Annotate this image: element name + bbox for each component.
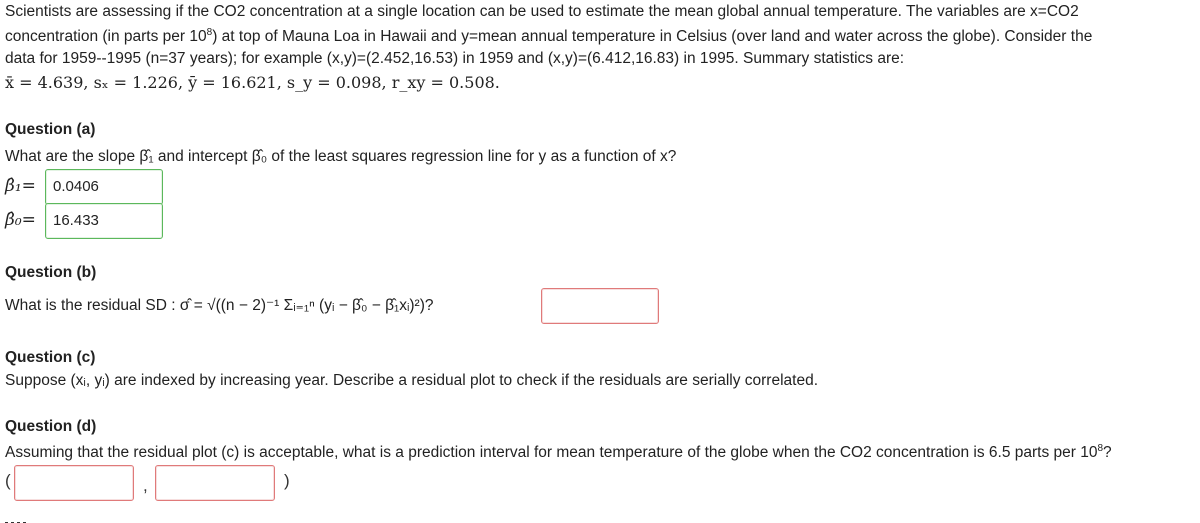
question-c-prompt: Suppose (xᵢ, yᵢ) are indexed by increasing year. Describe a residual plot to check if the residuals are serially correlated. xyxy=(5,372,819,389)
question-d-prompt-sup: 8 xyxy=(1097,443,1104,454)
question-b-title: Question (b) xyxy=(5,264,97,281)
question-c-title: Question (c) xyxy=(5,349,96,366)
interval-upper-input[interactable] xyxy=(155,465,275,501)
residual-sd-input[interactable] xyxy=(541,288,659,324)
comma: , xyxy=(143,476,148,495)
slope-input[interactable]: 0.0406 xyxy=(45,169,163,205)
intro-line-3: data for 1959--1995 (n=37 years); for example (x,y)=(2.452,16.53) in 1959 and (x,y)=(6.412,16.83) in 1995. Summary statistics are: xyxy=(5,50,905,67)
beta1-label: β̂₁= xyxy=(5,176,36,196)
intro-line-1: Scientists are assessing if the CO2 concentration at a single location can be used to estimate the mean global annual temperature. The variables are x=CO2 xyxy=(5,3,1079,20)
question-d-prompt-a: Assuming that the residual plot (c) is acceptable, what is a prediction interval for mean temperature of the globe when the CO2 concentration is 6.5 parts per 10 xyxy=(5,444,1098,462)
intro-line-2-a: concentration (in parts per 10 xyxy=(5,28,207,46)
question-d-title: Question (d) xyxy=(5,418,97,435)
intercept-input[interactable]: 16.433 xyxy=(45,203,163,239)
open-paren: ( xyxy=(5,471,11,490)
question-d-prompt xyxy=(5,443,1112,462)
question-b-prompt: What is the residual SD : σ̂ = √((n − 2)⁻¹ Σᵢ₌₁ⁿ (yᵢ − β̂₀ − β̂₁xᵢ)²)? xyxy=(5,297,434,314)
clipped-text-fragment xyxy=(5,516,33,523)
intro-line-2-b: ) at top of Mauna Loa in Hawaii and y=mean annual temperature in Celsius (over land and water across the globe). Consider the xyxy=(212,28,1093,46)
question-a-title: Question (a) xyxy=(5,121,96,138)
intro-line-2-sup: 8 xyxy=(206,27,213,38)
summary-statistics: x̄ = 4.639, sₓ = 1.226, ȳ = 16.621, s_y = 0.098, r_xy = 0.508. xyxy=(5,73,500,92)
interval-lower-input[interactable] xyxy=(14,465,134,501)
question-d-prompt-b: ? xyxy=(1103,444,1112,462)
close-paren: ) xyxy=(284,471,290,490)
beta0-label: β̂₀= xyxy=(5,210,36,230)
intro-line-2 xyxy=(5,27,1092,46)
question-a-prompt: What are the slope β̂₁ and intercept β̂₀ of the least squares regression line for y as a function of x? xyxy=(5,148,677,165)
